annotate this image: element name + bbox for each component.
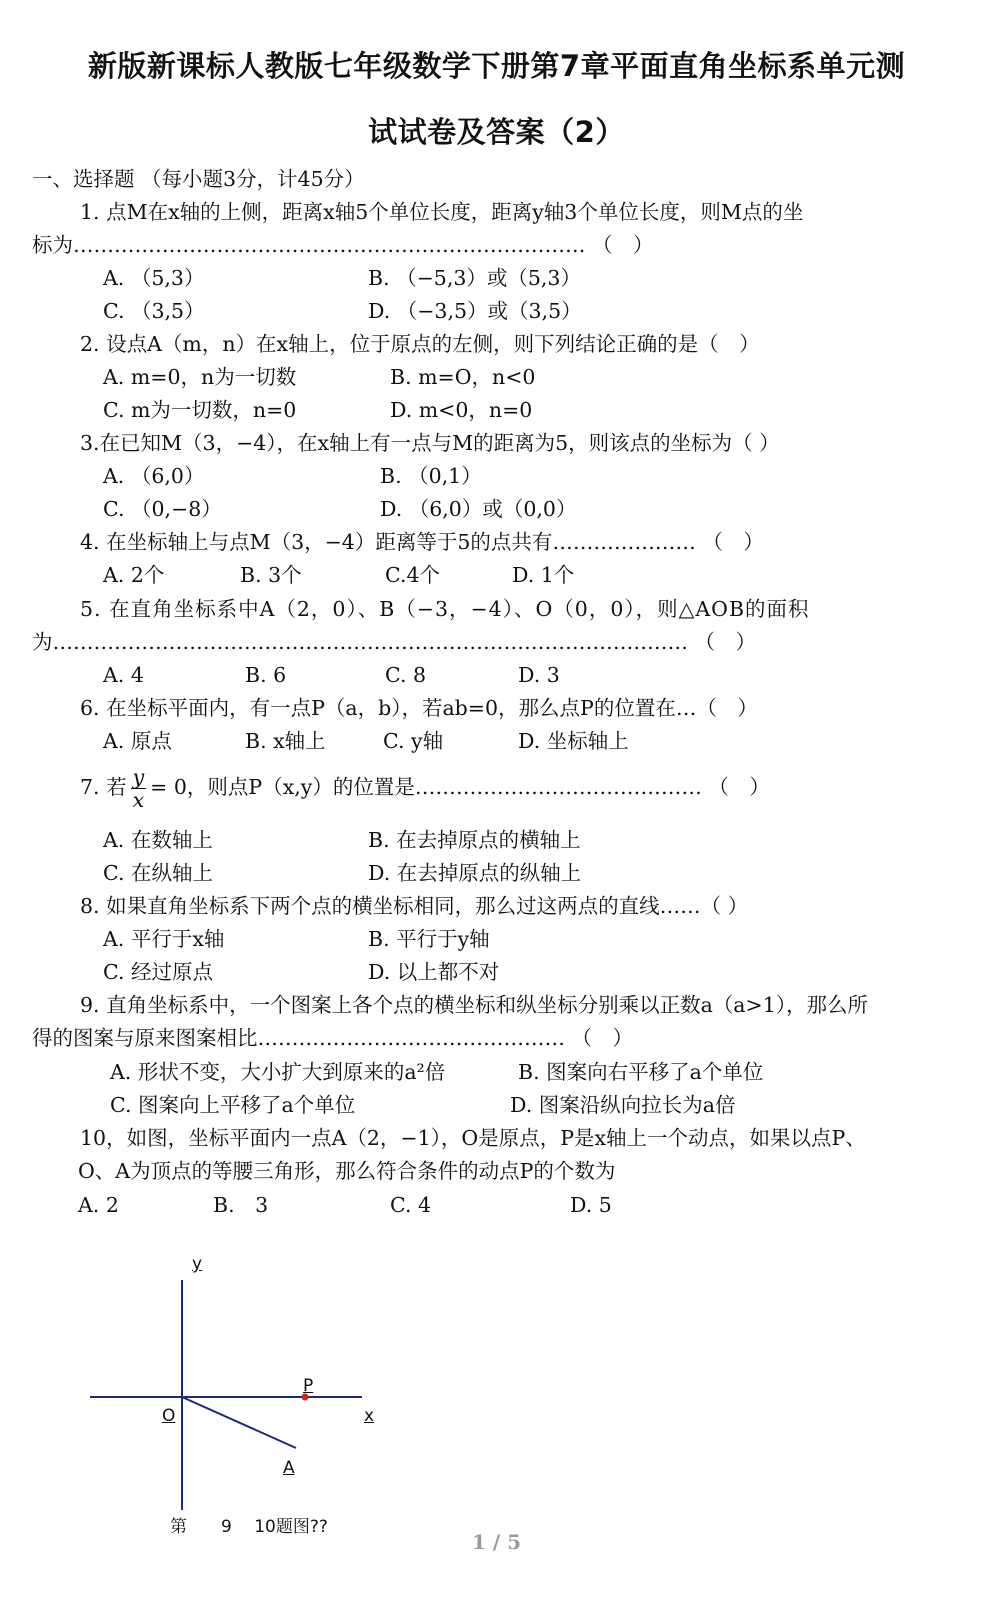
q6-option-d: D. 坐标轴上 — [518, 729, 629, 753]
q2-option-d: D. m<0，n=0 — [390, 398, 533, 422]
q3-option-b: B. （0,1） — [380, 464, 482, 488]
y-axis-label: y — [192, 1254, 203, 1274]
coordinate-figure — [0, 1250, 993, 1570]
q8-option-d: D. 以上都不对 — [368, 960, 500, 984]
q1-option-c: C. （3,5） — [103, 299, 205, 323]
q4-option-c: C.4个 — [385, 563, 441, 587]
q3-stem: 3.在已知M（3，−4），在x轴上有一点与M的距离为5，则该点的坐标为（ ） — [80, 431, 780, 455]
page-number: 1 / 5 — [471, 1530, 522, 1554]
q10-option-b: B. 3 — [213, 1193, 269, 1217]
q5-option-b: B. 6 — [245, 663, 287, 687]
q10-option-d: D. 5 — [570, 1193, 612, 1217]
figure-caption: 第 9 10题图?? — [170, 1517, 328, 1537]
q9-option-a: A. 形状不变，大小扩大到原来的a²倍 — [110, 1060, 446, 1084]
q5-option-d: D. 3 — [518, 663, 560, 687]
q4-option-b: B. 3个 — [240, 563, 302, 587]
q5-cont: 为………………………………………………………………………………… （ ） — [32, 630, 757, 654]
q2-option-c: C. m为一切数，n=0 — [103, 398, 297, 422]
q10-stem: 10，如图，坐标平面内一点A（2，−1），O是原点，P是x轴上一个动点，如果以点P、 — [80, 1126, 866, 1150]
q3-option-d: D. （6,0）或（0,0） — [380, 497, 577, 521]
q2-option-a: A. m=0，n为一切数 — [103, 365, 297, 389]
q10-option-a: A. 2 — [78, 1193, 119, 1217]
q5-stem: 5. 在直角坐标系中A（2，0）、B（−3，−4）、O（0，0），则△AOB的面积 — [80, 597, 810, 621]
q8-option-c: C. 经过原点 — [103, 960, 213, 984]
q6-stem: 6. 在坐标平面内，有一点P（a，b），若ab=0，那么点P的位置在…（ ） — [80, 696, 758, 720]
q9-option-d: D. 图案沿纵向拉长为a倍 — [510, 1093, 736, 1117]
q9-cont: 得的图案与原来图案相比……………………………………… （ ） — [32, 1026, 634, 1050]
title-line-2: 试试卷及答案（2） — [368, 115, 625, 149]
q1-option-d: D. （−3,5）或（3,5） — [368, 299, 582, 323]
q7-option-a: A. 在数轴上 — [103, 828, 213, 852]
q5-option-a: A. 4 — [103, 663, 144, 687]
q5-option-c: C. 8 — [385, 663, 427, 687]
q8-option-a: A. 平行于x轴 — [103, 927, 225, 951]
q7-fraction — [131, 766, 147, 811]
q7-fraction-numerator: y — [132, 765, 145, 789]
q4-stem: 4. 在坐标轴上与点M（3，−4）距离等于5的点共有………………… （ ） — [80, 530, 764, 554]
q1-option-b: B. （−5,3）或（5,3） — [368, 266, 581, 290]
q4-option-d: D. 1个 — [512, 563, 575, 587]
q8-stem: 8. 如果直角坐标系下两个点的横坐标相同，那么过这两点的直线……（ ） — [80, 894, 749, 918]
q7-prefix: 7. 若 — [80, 775, 127, 799]
q9-option-c: C. 图案向上平移了a个单位 — [110, 1093, 356, 1117]
q7-stem — [80, 766, 770, 811]
q9-stem: 9. 直角坐标系中，一个图案上各个点的横坐标和纵坐标分别乘以正数a（a>1），那么所 — [80, 993, 868, 1017]
x-axis-label: x — [364, 1406, 375, 1426]
q7-option-c: C. 在纵轴上 — [103, 861, 213, 885]
q10-option-c: C. 4 — [390, 1193, 432, 1217]
q7-option-b: B. 在去掉原点的横轴上 — [368, 828, 581, 852]
q6-option-a: A. 原点 — [103, 729, 172, 753]
q6-option-c: C. y轴 — [383, 729, 444, 753]
q8-option-b: B. 平行于y轴 — [368, 927, 490, 951]
section-heading: 一、选择题 （每小题3分，计45分） — [32, 167, 365, 191]
point-p-label: P — [303, 1376, 314, 1396]
q1-option-a: A. （5,3） — [103, 266, 205, 290]
title-line-1: 新版新课标人教版七年级数学下册第7章平面直角坐标系单元测 — [87, 49, 906, 83]
q1-cont: 标为………………………………………………………………… （ ） — [32, 233, 654, 257]
q9-option-b: B. 图案向右平移了a个单位 — [518, 1060, 764, 1084]
q7-suffix: = 0，则点P（x,y）的位置是…………………………………… （ ） — [150, 775, 770, 799]
q2-option-b: B. m=O，n<0 — [390, 365, 536, 389]
point-a-label: A — [283, 1458, 295, 1478]
q7-fraction-denominator: x — [132, 788, 145, 812]
q1-stem: 1. 点M在x轴的上侧，距离x轴5个单位长度，距离y轴3个单位长度，则M点的坐 — [80, 200, 804, 224]
q6-option-b: B. x轴上 — [245, 729, 326, 753]
segment-oa — [182, 1397, 296, 1448]
q4-option-a: A. 2个 — [103, 563, 165, 587]
q3-option-a: A. （6,0） — [103, 464, 205, 488]
q7-option-d: D. 在去掉原点的纵轴上 — [368, 861, 582, 885]
q2-stem: 2. 设点A（m，n）在x轴上，位于原点的左侧，则下列结论正确的是（ ） — [80, 332, 760, 356]
q10-cont: O、A为顶点的等腰三角形，那么符合条件的动点P的个数为 — [78, 1159, 616, 1183]
q3-option-c: C. （0,−8） — [103, 497, 222, 521]
origin-label: O — [162, 1406, 176, 1426]
